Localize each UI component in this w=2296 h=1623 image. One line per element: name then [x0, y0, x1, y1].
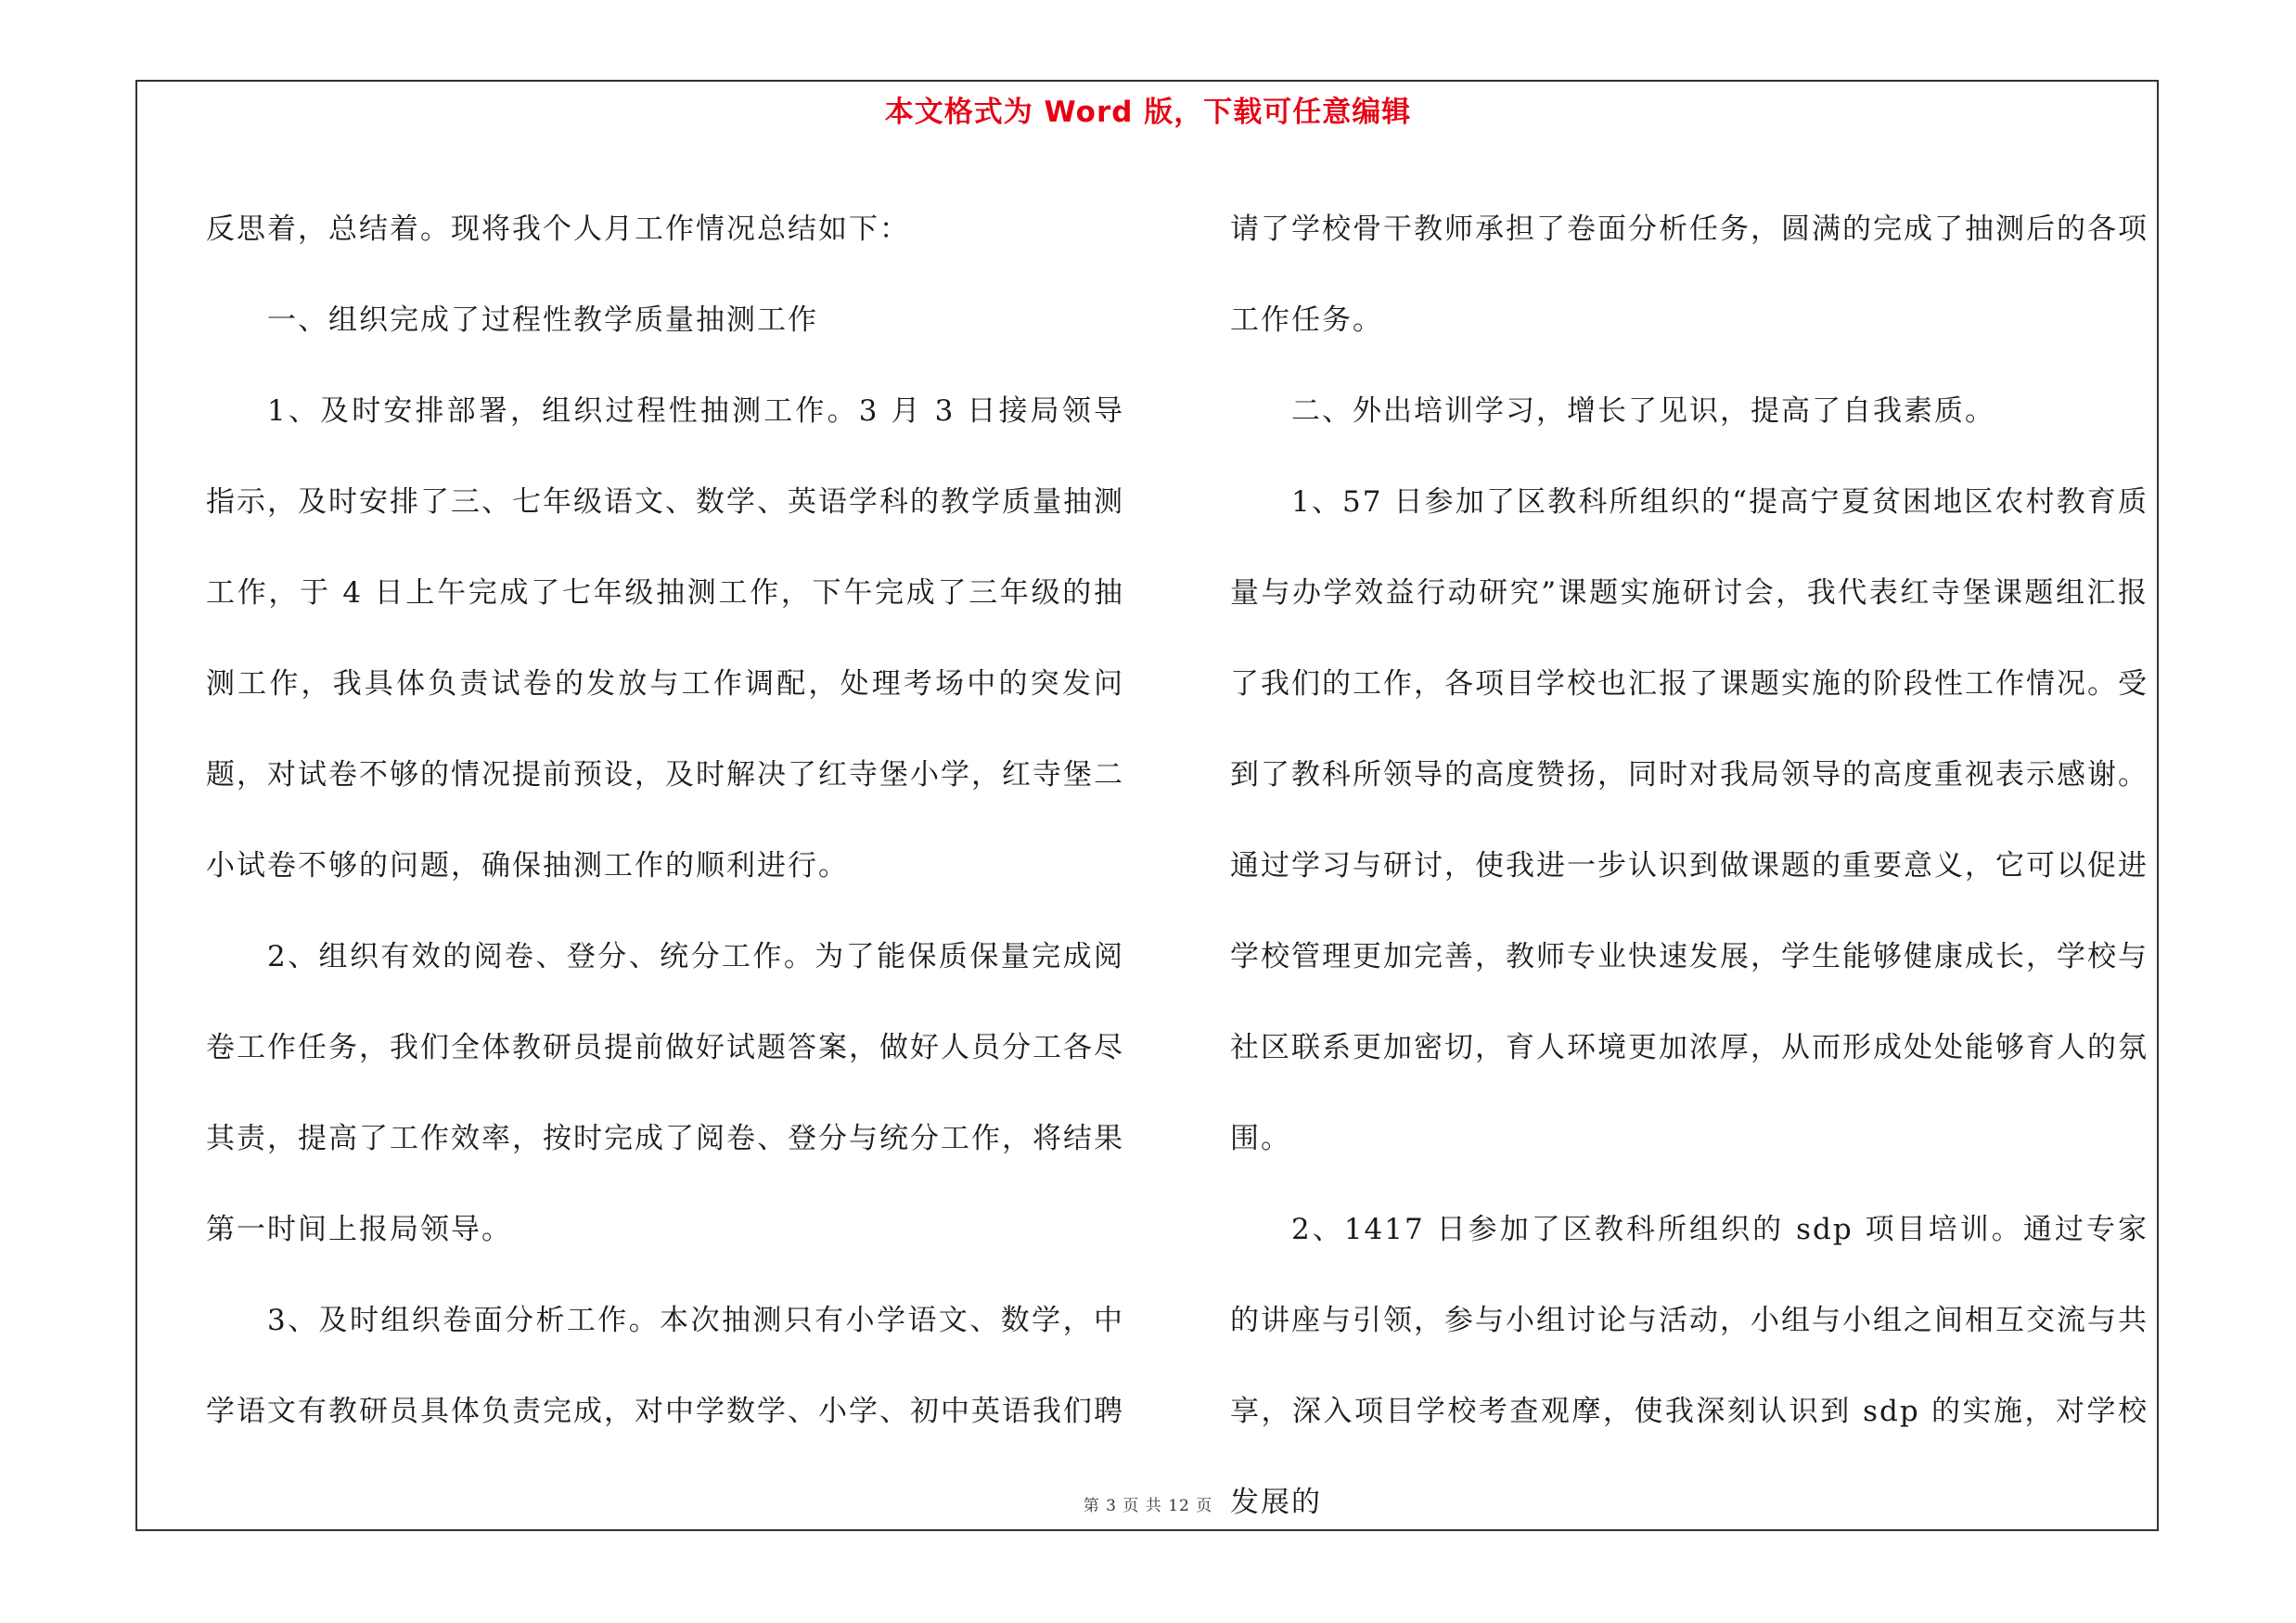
section-heading-1: 一、组织完成了过程性教学质量抽测工作	[267, 303, 818, 337]
paragraph-intro: 反思着，总结着。现将我个人月工作情况总结如下：	[206, 213, 910, 246]
section-heading-2: 二、外出培训学习，增长了见识，提高了自我素质。	[1291, 394, 1995, 428]
paragraph-item-2-1: 1、57 日参加了区教科所组织的“提高宁夏贫困地区农村教育质量与办学效益行动研究”课题实施研讨会，我代表红寺堡课题组汇报了我们的工作，各项目学校也汇报了课题实施的阶段性工作情况。受到了教科所领导的高度赞扬，同时对我局领导的高度重视表示感谢。通过学习与研讨，使我进一步认识到做课题的重要意义，它可以促进学校管理更加完善，教师专业快速发展，学生能够健康成长，学校与社区联系更加密切，育人环境更加浓厚，从而形成处处能够育人的氛围。	[1230, 485, 2148, 1155]
paragraph-item-1-1: 1、及时安排部署，组织过程性抽测工作。3 月 3 日接局领导指示，及时安排了三、七年级语文、数学、英语学科的教学质量抽测工作，于 4 日上午完成了七年级抽测工作，下午完成了三年级的抽测工作，我具体负责试卷的发放与工作调配，处理考场中的突发问题，对试卷不够的情况提前预设，及时解决了红寺堡小学，红寺堡二小试卷不够的问题，确保抽测工作的顺利进行。	[206, 394, 1124, 882]
paragraph-continuation: 请了学校骨干教师承担了卷面分析任务，圆满的完成了抽测后的各项工作任务。	[1230, 213, 2148, 337]
paragraph-item-1-2: 2、组织有效的阅卷、登分、统分工作。为了能保质保量完成阅卷工作任务，我们全体教研员提前做好试题答案，做好人员分工各尽其责，提高了工作效率，按时完成了阅卷、登分与统分工作，将结果第一时间上报局领导。	[206, 940, 1124, 1246]
right-column	[1230, 184, 2148, 1548]
format-banner: 本文格式为 Word 版，下载可任意编辑	[884, 96, 1412, 129]
left-column	[206, 184, 1124, 1457]
paragraph-item-2-2: 2、1417 日参加了区教科所组织的 sdp 项目培训。通过专家的讲座与引领，参与小组讨论与活动，小组与小组之间相互交流与共享，深入项目学校考查观摩，使我深刻认识到 sdp 的实施，对学校发展的	[1230, 1213, 2148, 1519]
paragraph-item-1-3: 3、及时组织卷面分析工作。本次抽测只有小学语文、数学，中学语文有教研员具体负责完成，对中学数学、小学、初中英语我们聘	[206, 1304, 1124, 1428]
page-number: 第 3 页 共 12 页	[1083, 1497, 1213, 1515]
